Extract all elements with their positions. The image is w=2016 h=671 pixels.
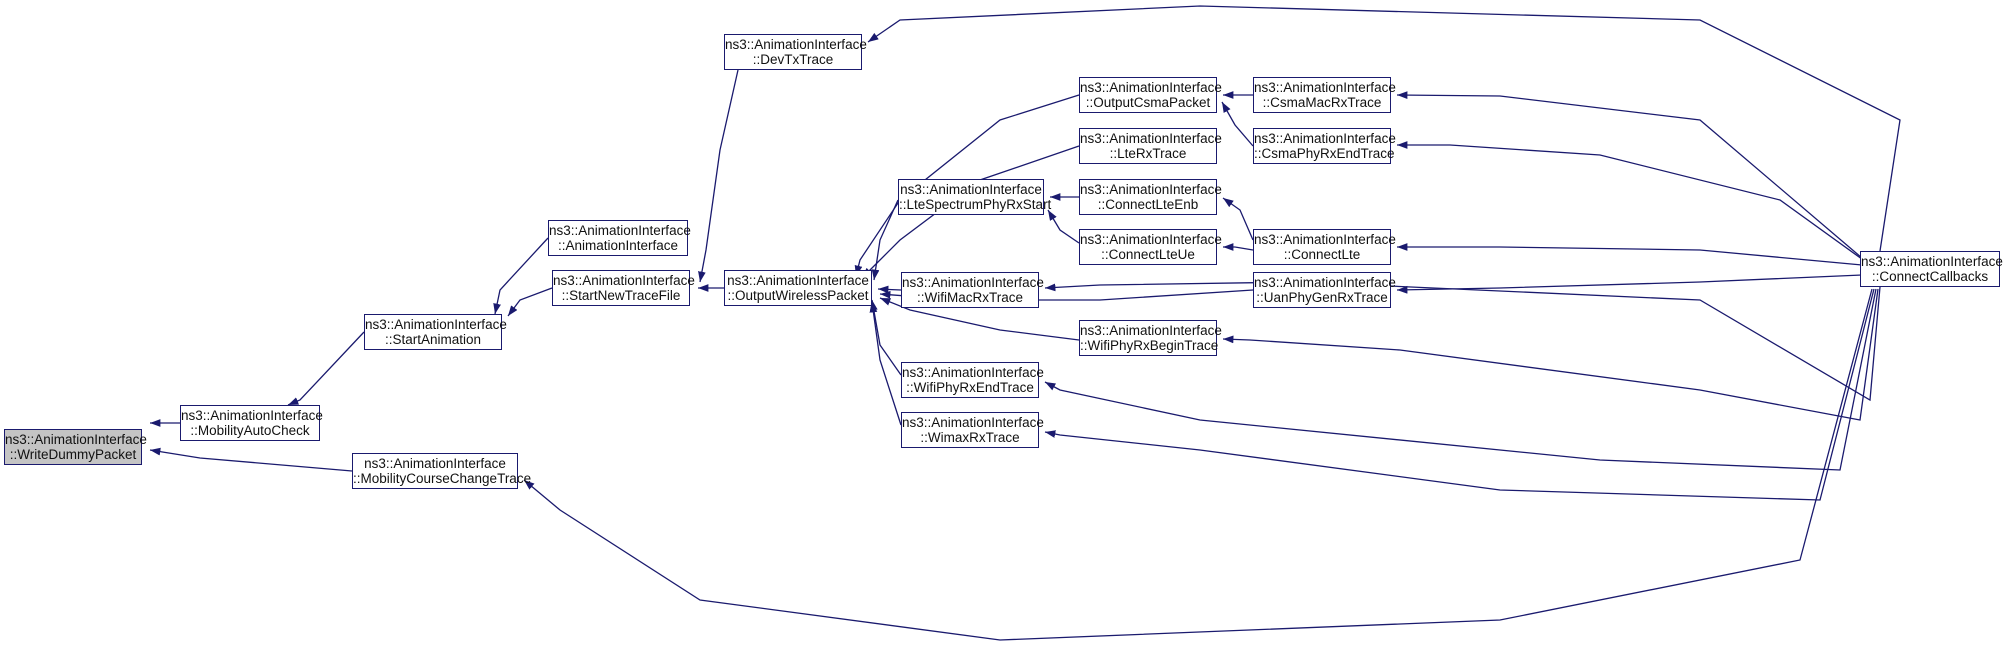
- node-mobility-course-change-trace[interactable]: [352, 453, 532, 489]
- node-line1: ns3::AnimationInterface: [549, 222, 691, 238]
- node-line2: ::DevTxTrace: [752, 52, 834, 67]
- node-csma-mac-rx-trace[interactable]: [1253, 77, 1396, 113]
- node-line1: ns3::AnimationInterface: [1861, 253, 2003, 269]
- node-animation-interface[interactable]: [548, 220, 691, 256]
- node-wimax-rx-trace[interactable]: [901, 412, 1044, 448]
- node-line2: ::ConnectLteEnb: [1097, 197, 1199, 212]
- node-line1: ns3::AnimationInterface: [1254, 79, 1396, 95]
- node-csma-phy-rx-end-trace[interactable]: [1253, 128, 1396, 164]
- node-line2: ::AnimationInterface: [557, 238, 679, 253]
- node-line2: ::ConnectLteUe: [1101, 247, 1195, 262]
- node-line2: ::WriteDummyPacket: [9, 447, 137, 462]
- node-connect-callbacks[interactable]: [1860, 251, 2003, 287]
- node-line1: ns3::AnimationInterface: [902, 274, 1044, 290]
- node-connect-lte-enb[interactable]: [1079, 179, 1222, 215]
- node-line1: ns3::AnimationInterface: [1080, 231, 1222, 247]
- node-line2: ::WifiMacRxTrace: [916, 290, 1023, 305]
- node-lte-spectrum-phy-rx-start[interactable]: [898, 179, 1052, 215]
- node-line1: ns3::AnimationInterface: [1254, 274, 1396, 290]
- node-output-wireless-packet[interactable]: [724, 270, 872, 306]
- node-line2: ::LteRxTrace: [1109, 146, 1187, 161]
- node-output-csma-packet[interactable]: [1079, 77, 1222, 113]
- node-wifi-phy-rx-begin-trace[interactable]: [1079, 320, 1222, 356]
- node-line2: ::OutputCsmaPacket: [1085, 95, 1211, 110]
- node-line2: ::StartAnimation: [384, 332, 482, 347]
- node-line2: ::CsmaMacRxTrace: [1262, 95, 1382, 110]
- node-line2: ::WifiPhyRxBeginTrace: [1080, 338, 1219, 353]
- node-start-animation[interactable]: [364, 314, 507, 350]
- node-line1: ns3::AnimationInterface: [902, 414, 1044, 430]
- node-line2: ::MobilityCourseChangeTrace: [353, 471, 532, 486]
- node-wifi-mac-rx-trace[interactable]: [901, 272, 1044, 308]
- node-write-dummy-packet[interactable]: [4, 429, 147, 465]
- node-wifi-phy-rx-end-trace[interactable]: [901, 362, 1044, 398]
- node-line2: ::WimaxRxTrace: [920, 430, 1020, 445]
- node-line1: ns3::AnimationInterface: [1080, 79, 1222, 95]
- node-line1: ns3::AnimationInterface: [365, 316, 507, 332]
- node-connect-lte-ue[interactable]: [1079, 229, 1222, 265]
- node-line2: ::OutputWirelessPacket: [727, 288, 869, 303]
- node-line2: ::ConnectLte: [1283, 247, 1361, 262]
- node-line1: ns3::AnimationInterface: [1080, 181, 1222, 197]
- node-line1: ns3::AnimationInterface: [1080, 322, 1222, 338]
- node-line2: ::CsmaPhyRxEndTrace: [1254, 146, 1395, 161]
- node-dev-tx-trace[interactable]: [724, 34, 867, 70]
- node-line1: ns3::AnimationInterface: [902, 364, 1044, 380]
- node-line2: ::UanPhyGenRxTrace: [1256, 290, 1388, 305]
- node-line2: ::StartNewTraceFile: [561, 288, 681, 303]
- node-line1: ns3::AnimationInterface: [1254, 130, 1396, 146]
- node-line1: ns3::AnimationInterface: [181, 407, 323, 423]
- node-line1: ns3::AnimationInterface: [553, 272, 695, 288]
- node-line1: ns3::AnimationInterface: [364, 455, 506, 471]
- node-start-new-trace-file[interactable]: [552, 270, 695, 306]
- node-line2: ::ConnectCallbacks: [1871, 269, 1989, 284]
- node-line2: ::LteSpectrumPhyRxStart: [899, 197, 1052, 212]
- node-line1: ns3::AnimationInterface: [727, 272, 869, 288]
- node-connect-lte[interactable]: [1253, 229, 1396, 265]
- node-lte-rx-trace[interactable]: [1079, 128, 1222, 164]
- node-line1: ns3::AnimationInterface: [725, 36, 867, 52]
- node-line1: ns3::AnimationInterface: [5, 431, 147, 447]
- node-line1: ns3::AnimationInterface: [1080, 130, 1222, 146]
- node-line2: ::MobilityAutoCheck: [190, 423, 310, 438]
- node-line1: ns3::AnimationInterface: [900, 181, 1042, 197]
- node-line1: ns3::AnimationInterface: [1254, 231, 1396, 247]
- node-line2: ::WifiPhyRxEndTrace: [906, 380, 1034, 395]
- node-mobility-auto-check[interactable]: [180, 405, 323, 441]
- node-uan-phy-gen-rx-trace[interactable]: [1253, 272, 1396, 308]
